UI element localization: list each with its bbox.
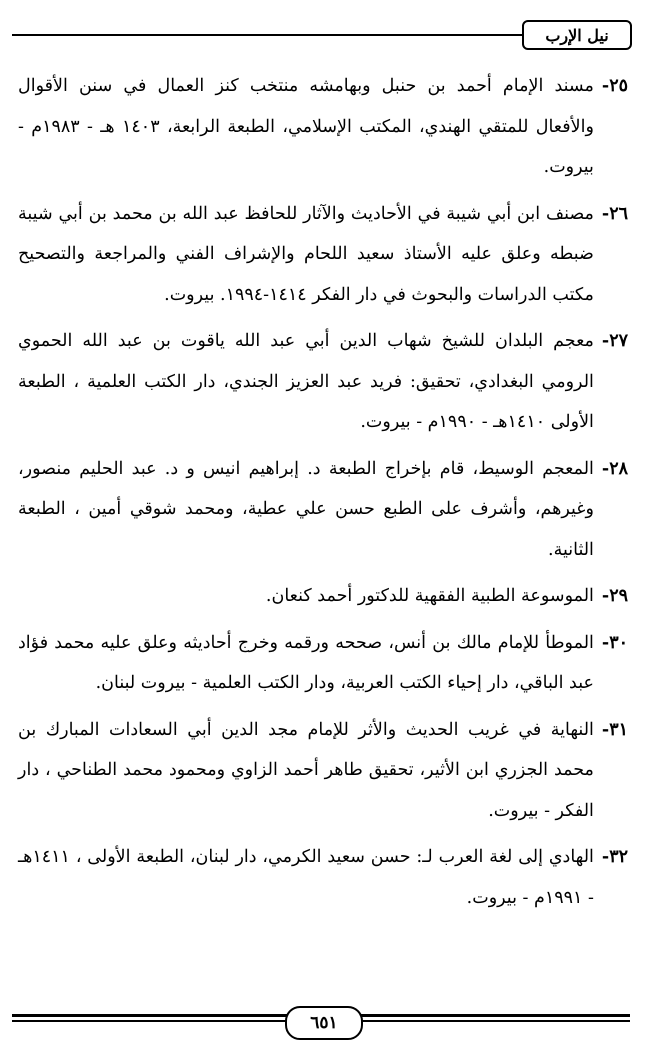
reference-text: الموطأ للإمام مالك بن أنس، صححه ورقمه وخرج أحاديثه وعلق عليه محمد فؤاد عبد الباقي، دار إحياء الكتب العربية، ودار الكتب العلمية - بيروت لبنان. [18, 632, 594, 693]
page-header [0, 0, 646, 60]
reference-text: النهاية في غريب الحديث والأثر للإمام مجد الدين أبي السعادات المبارك بن محمد الجزري ابن الأثير، تحقيق طاهر أحمد الزاوي ومحمود محمد الطناحي ، دار الفكر - بيروت. [18, 719, 594, 821]
reference-item [18, 710, 628, 832]
reference-text: الهادي إلى لغة العرب لـ: حسن سعيد الكرمي، دار لبنان، الطبعة الأولى ، ١٤١١هـ - ١٩٩١م - بيروت. [18, 847, 594, 908]
reference-number: ٣١- [601, 719, 628, 740]
page-footer [0, 998, 646, 1048]
reference-item [18, 576, 628, 617]
reference-number: ٢٥- [601, 76, 628, 96]
references-list [18, 66, 628, 924]
reference-text: مصنف ابن أبي شيبة في الأحاديث والآثار للحافظ عبد الله بن محمد بن أبي شيبة ضبطه وعلق عليه الأستاذ سعيد اللحام والإشراف الفني والمراجعة والتصحيح مكتب الدراسات والبحوث في دار الفكر ١٤١٤-١٩٩٤. بيروت. [18, 203, 594, 305]
reference-item [18, 194, 628, 316]
reference-item [18, 837, 628, 918]
page-number: ٦٥١ [285, 1006, 363, 1040]
reference-number: ٣٢- [601, 847, 628, 867]
reference-text: المعجم الوسيط، قام بإخراج الطبعة د. إبراهيم انيس و د. عبد الحليم منصور، وغيرهم، وأشرف على الطبع حسن علي عطية، ومحمد شوقي أمين ، الطبعة الثانية. [18, 458, 594, 560]
reference-item [18, 321, 628, 443]
reference-number: ٢٧- [601, 331, 628, 351]
reference-number: ٢٩- [601, 586, 628, 606]
reference-number: ٢٨- [601, 458, 628, 479]
reference-number: ٣٠- [601, 632, 628, 653]
running-title: نيل الإرب [522, 20, 632, 50]
reference-number: ٢٦- [601, 203, 628, 224]
reference-item [18, 449, 628, 571]
reference-text: الموسوعة الطبية الفقهية للدكتور أحمد كنعان. [265, 586, 594, 606]
reference-item [18, 623, 628, 704]
reference-item [18, 66, 628, 188]
reference-text: مسند الإمام أحمد بن حنبل وبهامشه منتخب كنز العمال في سنن الأقوال والأفعال للمتقي الهندي، المكتب الإسلامي، الطبعة الرابعة، ١٤٠٣ هـ - ١٩٨٣م - بيروت. [18, 76, 594, 177]
reference-text: معجم البلدان للشيخ شهاب الدين أبي عبد الله ياقوت بن عبد الله الحموي الرومي البغدادي، تحقيق: فريد عبد العزيز الجندي، دار الكتب العلمية ، الطبعة الأولى ١٤١٠هـ - ١٩٩٠م - بيروت. [18, 331, 594, 432]
